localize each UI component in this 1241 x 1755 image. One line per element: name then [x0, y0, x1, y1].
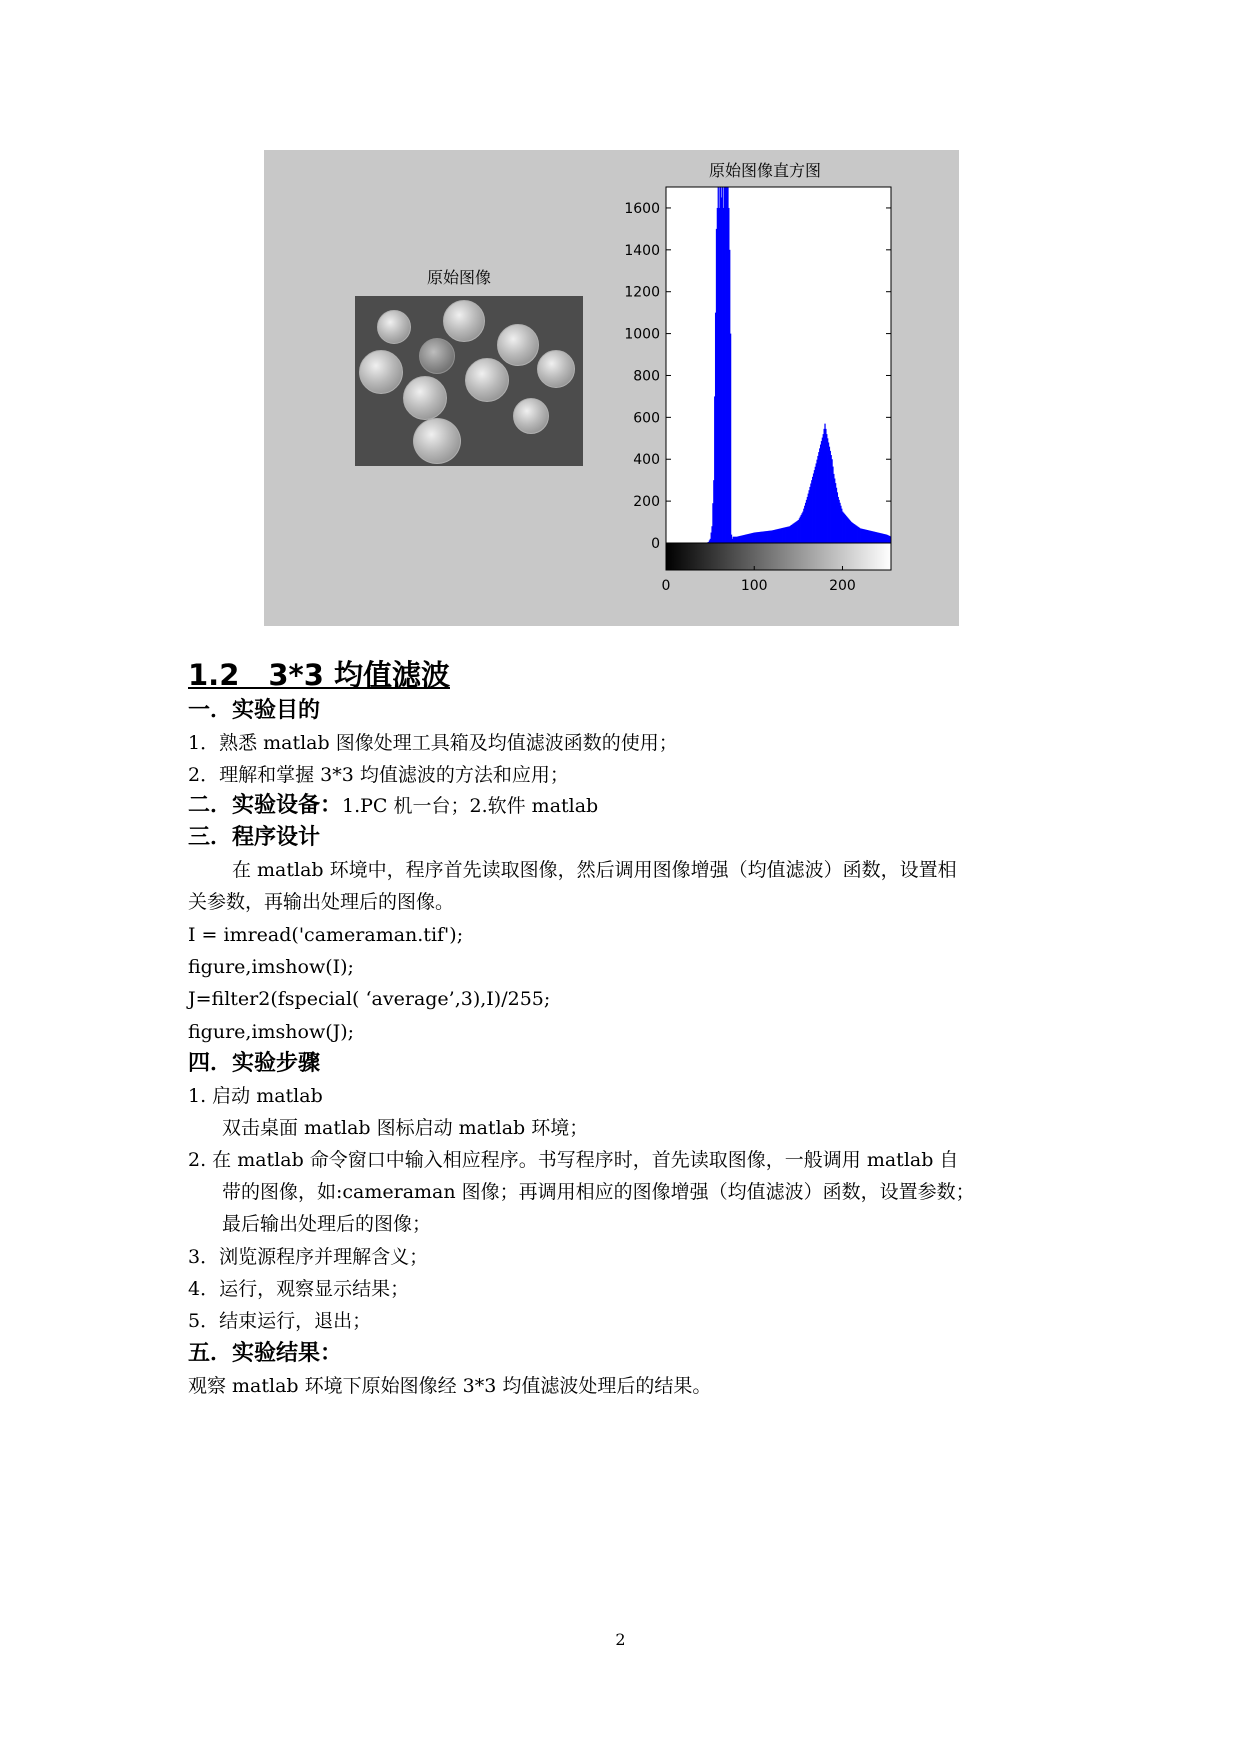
step-1-detail: 双击桌面 matlab 图标启动 matlab 环境； — [222, 1117, 589, 1139]
purpose-item-2: 2．理解和掌握 3*3 均值滤波的方法和应用； — [188, 764, 569, 786]
y-tick-label: 200 — [633, 494, 660, 511]
y-tick-label: 1000 — [624, 326, 660, 343]
histogram-chart — [264, 150, 959, 626]
step-3: 3．浏览源程序并理解含义； — [188, 1246, 429, 1268]
y-tick-label: 1400 — [624, 242, 660, 259]
y-tick-label: 600 — [633, 410, 660, 427]
heading-equipment-label: 二．实验设备： — [188, 793, 343, 818]
heading-equipment — [188, 793, 598, 819]
step-2-line2: 带的图像，如:cameraman 图像；再调用相应的图像增强（均值滤波）函数，设置参数； — [222, 1181, 975, 1203]
x-tick-label: 0 — [661, 578, 671, 594]
code-line-4: figure,imshow(J); — [188, 1021, 355, 1043]
purpose-item-1: 1．熟悉 matlab 图像处理工具箱及均值滤波函数的使用； — [188, 732, 678, 754]
plot-area — [666, 187, 891, 543]
section-title: 1.2 3*3 均值滤波 — [188, 658, 450, 692]
x-tick-label: 200 — [829, 578, 856, 594]
heading-steps: 四．实验步骤 — [188, 1051, 321, 1076]
page-number: 2 — [615, 1630, 626, 1649]
histogram-title: 原始图像直方图 — [709, 161, 822, 180]
design-paragraph-line2: 关参数，再输出处理后的图像。 — [188, 891, 455, 913]
grayscale-colorbar — [666, 543, 891, 570]
heading-result: 五．实验结果： — [188, 1341, 343, 1366]
step-1: 1. 启动 matlab — [188, 1085, 323, 1107]
result-text: 观察 matlab 环境下原始图像经 3*3 均值滤波处理后的结果。 — [188, 1375, 712, 1397]
y-tick-label: 1600 — [624, 200, 660, 217]
histogram-bar — [730, 334, 731, 543]
y-tick-label: 0 — [651, 536, 660, 552]
design-paragraph-line1: 在 matlab 环境中，程序首先读取图像，然后调用图像增强（均值滤波）函数，设置相 — [232, 859, 957, 881]
step-4: 4．运行，观察显示结果； — [188, 1278, 410, 1300]
matlab-figure — [264, 150, 959, 626]
code-line-1: I = imread('cameraman.tif'); — [188, 924, 464, 946]
code-line-3: J=filter2(fspecial( ‘average’,3),I)/255; — [188, 988, 551, 1010]
equipment-text: 1.PC 机一台；2.软件 matlab — [342, 795, 599, 817]
y-tick-label: 800 — [633, 368, 660, 385]
heading-design: 三．程序设计 — [188, 825, 321, 850]
step-5: 5．结束运行，退出； — [188, 1310, 372, 1332]
step-2-line3: 最后输出处理后的图像； — [222, 1213, 432, 1235]
y-tick-label: 400 — [633, 452, 660, 469]
image-title: 原始图像 — [427, 268, 492, 287]
x-tick-label: 100 — [740, 578, 768, 594]
step-2-line1: 2. 在 matlab 命令窗口中输入相应程序。书写程序时，首先读取图像，一般调用 matlab 自 — [188, 1149, 959, 1171]
code-line-2: figure,imshow(I); — [188, 956, 354, 978]
heading-purpose: 一．实验目的 — [188, 698, 321, 723]
y-tick-label: 1200 — [624, 284, 660, 301]
